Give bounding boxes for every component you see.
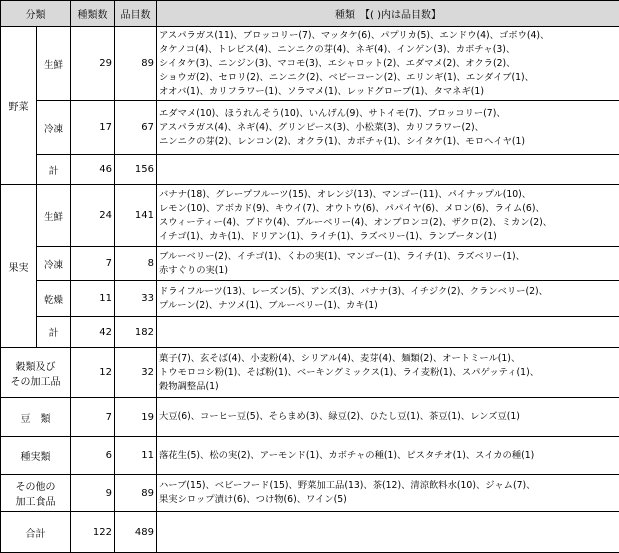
items-count: 89 bbox=[115, 27, 157, 101]
table-row bbox=[1, 281, 619, 317]
item-line: レモン(10)、アボカド(9)、キウイ(7)、オウトウ(6)、パパイヤ(6)、メロン(6)、ライム(6)、 bbox=[159, 202, 545, 214]
subcategory-dried: 乾燥 bbox=[37, 281, 71, 317]
item-line: ブルーベリー(2)、イチゴ(1)、くわの実(1)、マンゴー(1)、ライチ(1)、ラズベリー(1)、 bbox=[159, 250, 525, 262]
item-line: 穀物調整品(1) bbox=[159, 380, 219, 392]
kinds-count: 46 bbox=[71, 155, 115, 185]
item-line: ドライフルーツ(13)、レーズン(5)、アンズ(3)、バナナ(3)、イチジク(2)、クランベリー(2)、 bbox=[159, 285, 548, 297]
item-line: トウモロコシ粉(1)、そば粉(1)、ベーキングミックス(1)、ライ麦粉(1)、スパゲッティ(1)、 bbox=[159, 366, 539, 378]
subcategory-fresh: 生鮮 bbox=[37, 185, 71, 247]
table-row bbox=[1, 155, 619, 185]
header-types: 種類 【( )内は品目数】 bbox=[157, 1, 619, 27]
table-row bbox=[1, 475, 619, 512]
category-label-line: 穀類及び bbox=[15, 361, 56, 373]
table-row bbox=[1, 101, 619, 155]
item-list bbox=[157, 281, 619, 317]
item-line: オオバ(1)、カリフラワー(1)、ソラマメ(1)、レッドグローブ(1)、タマネギ(1) bbox=[159, 85, 484, 97]
subcategory-frozen: 冷凍 bbox=[37, 247, 71, 281]
item-line: アスパラガス(4)、ネギ(4)、グリンピース(3)、小松菜(3)、カリフラワー(2)、 bbox=[159, 121, 484, 133]
item-line: 果実シロップ漬け(6)、つけ物(6)、ワイン(5) bbox=[159, 494, 347, 505]
item-line: スウィーティー(4)、ブドウ(4)、ブルーベリー(4)、オンブロンコ(2)、ザクロ(2)、ミカン(2)、 bbox=[159, 216, 553, 228]
item-list bbox=[157, 101, 619, 155]
grand-total-label: 合計 bbox=[1, 512, 71, 553]
kinds-count: 29 bbox=[71, 27, 115, 101]
item-line: シイタケ(3)、ニンジン(3)、マコモ(3)、エシャロット(2)、エダマメ(2)、オクラ(2)、 bbox=[159, 57, 516, 69]
item-list bbox=[157, 185, 619, 247]
item-line: プルーン(2)、ナツメ(1)、ブルーベリー(1)、カキ(1) bbox=[159, 299, 378, 311]
items-count: 33 bbox=[115, 281, 157, 317]
item-line: イチゴ(1)、カキ(1)、ドリアン(1)、ライチ(1)、ラズベリー(1)、ランブータン(1) bbox=[159, 230, 497, 242]
items-count: 19 bbox=[115, 398, 157, 437]
item-list bbox=[157, 512, 619, 553]
table-row bbox=[1, 398, 619, 437]
category-fruits: 果実 bbox=[1, 185, 37, 348]
item-line: バナナ(18)、グレープフルーツ(15)、オレンジ(13)、マンゴー(11)、パイナップル(10)、 bbox=[159, 188, 532, 200]
item-list bbox=[157, 398, 619, 437]
items-count: 8 bbox=[115, 247, 157, 281]
item-list bbox=[157, 348, 619, 398]
kinds-count: 42 bbox=[71, 317, 115, 348]
item-line: エダマメ(10)、ほうれんそう(10)、いんげん(9)、サトイモ(7)、ブロッコリー(7)、 bbox=[159, 107, 506, 119]
header-row bbox=[1, 1, 619, 27]
items-count: 89 bbox=[115, 475, 157, 512]
subtotal-label: 計 bbox=[37, 155, 71, 185]
header-items: 品目数 bbox=[115, 1, 157, 27]
kinds-count: 17 bbox=[71, 101, 115, 155]
item-line: 菓子(7)、玄そば(4)、小麦粉(4)、シリアル(4)、麦芽(4)、麺類(2)、オートミール(1)、 bbox=[159, 352, 521, 364]
subcategory-frozen: 冷凍 bbox=[37, 101, 71, 155]
item-list bbox=[157, 247, 619, 281]
item-line: ハーブ(15)、ベビーフード(15)、野菜加工品(13)、茶(12)、清涼飲料水(10)、ジャム(7)、 bbox=[159, 480, 536, 491]
category-nuts: 種実類 bbox=[1, 437, 71, 475]
item-list bbox=[157, 155, 619, 185]
table-row bbox=[1, 437, 619, 475]
category-label-line: その他の bbox=[15, 482, 56, 493]
kinds-count: 12 bbox=[71, 348, 115, 398]
kinds-count: 6 bbox=[71, 437, 115, 475]
category-vegetables: 野菜 bbox=[1, 27, 37, 185]
subtotal-label: 計 bbox=[37, 317, 71, 348]
item-line: ニンニクの芽(2)、レンコン(2)、オクラ(1)、カボチャ(1)、シイタケ(1)、モロヘイヤ(1) bbox=[159, 135, 526, 147]
category-label-line: 加工食品 bbox=[15, 497, 56, 508]
kinds-count: 9 bbox=[71, 475, 115, 512]
item-line: 落花生(5)、松の実(2)、アーモンド(1)、カボチャの種(1)、ピスタチオ(1)、スイカの種(1) bbox=[159, 449, 535, 461]
kinds-count: 24 bbox=[71, 185, 115, 247]
category-label-line: その加工品 bbox=[10, 376, 61, 388]
subcategory-fresh: 生鮮 bbox=[37, 27, 71, 101]
kinds-count: 11 bbox=[71, 281, 115, 317]
category-other-processed bbox=[1, 475, 71, 512]
items-count: 156 bbox=[115, 155, 157, 185]
table-row bbox=[1, 348, 619, 398]
grand-total-row bbox=[1, 512, 619, 553]
header-category: 分類 bbox=[1, 1, 71, 27]
category-grains bbox=[1, 348, 71, 398]
items-count: 489 bbox=[115, 512, 157, 553]
kinds-count: 122 bbox=[71, 512, 115, 553]
items-count: 141 bbox=[115, 185, 157, 247]
item-list bbox=[157, 317, 619, 348]
item-line: 赤すぐりの実(1) bbox=[159, 264, 228, 276]
item-list bbox=[157, 27, 619, 101]
category-beans: 豆 類 bbox=[1, 398, 71, 437]
header-kinds: 種類数 bbox=[71, 1, 115, 27]
kinds-count: 7 bbox=[71, 398, 115, 437]
kinds-count: 7 bbox=[71, 247, 115, 281]
table-row bbox=[1, 185, 619, 247]
items-count: 182 bbox=[115, 317, 157, 348]
item-list bbox=[157, 437, 619, 475]
item-line: アスパラガス(11)、ブロッコリー(7)、マッタケ(6)、パプリカ(5)、エンドウ(4)、ゴボウ(4)、 bbox=[159, 29, 550, 41]
table-row bbox=[1, 247, 619, 281]
table-row bbox=[1, 317, 619, 348]
item-list bbox=[157, 475, 619, 512]
items-count: 11 bbox=[115, 437, 157, 475]
item-line: ショウガ(2)、セロリ(2)、ニンニク(2)、ベビーコーン(2)、エリンギ(1)、エンダイブ(1)、 bbox=[159, 71, 534, 83]
table-row bbox=[1, 27, 619, 101]
item-line: タケノコ(4)、トレビス(4)、ニンニクの芽(4)、ネギ(4)、インゲン(3)、カボチャ(3)、 bbox=[159, 43, 516, 55]
item-line: 大豆(6)、コーヒー豆(5)、そらまめ(3)、緑豆(2)、ひたし豆(1)、茶豆(1)、レンズ豆(1) bbox=[159, 411, 520, 422]
items-count: 67 bbox=[115, 101, 157, 155]
items-count: 32 bbox=[115, 348, 157, 398]
